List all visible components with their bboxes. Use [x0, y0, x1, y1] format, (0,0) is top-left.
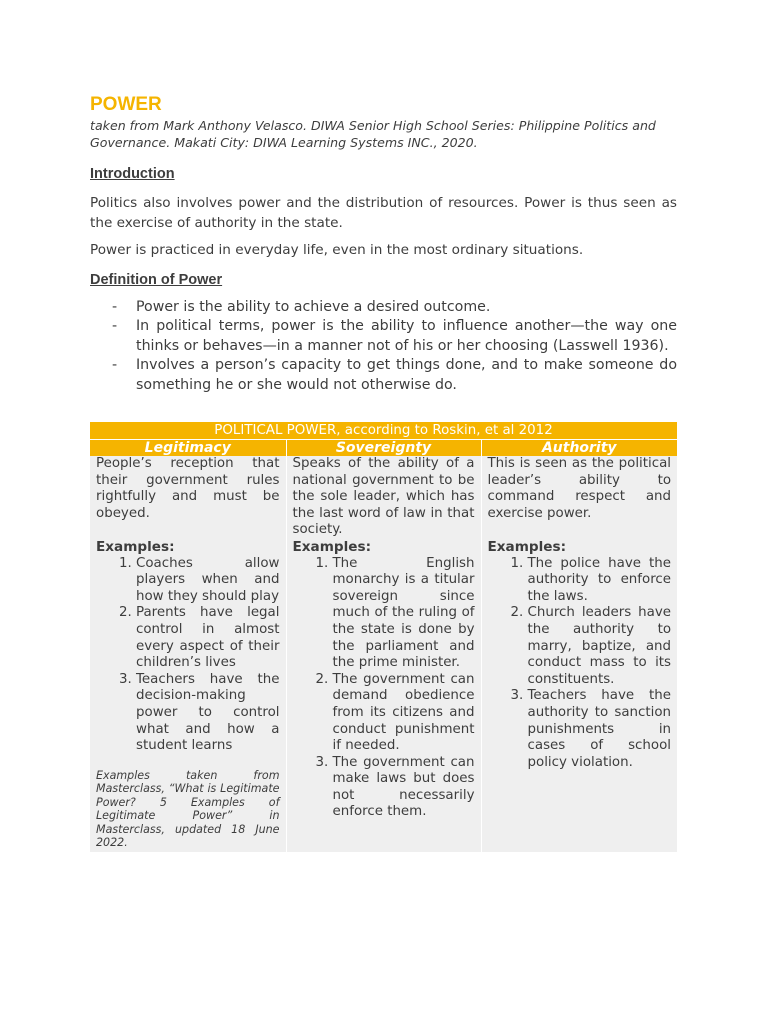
list-item: 3. Teachers have the decision-making power to control what and how a student learns: [136, 672, 280, 755]
examples-row: [90, 539, 677, 852]
definition-text: Power is the ability to achieve a desired outcome.: [136, 298, 491, 315]
list-item: 2. The government can demand obedience from its citizens and conduct punishment if needed.: [333, 672, 475, 755]
list-item: 1. The police have the authority to enforce the laws.: [528, 556, 672, 606]
definition-item: [90, 356, 677, 395]
intro-paragraph-1: Politics also involves power and the distribution of resources. Power is thus seen as the exercise of authority in the state.: [90, 195, 677, 231]
examples-label: Examples:: [96, 538, 175, 555]
table-header-row: [90, 440, 677, 457]
legitimacy-examples-list: [96, 556, 280, 755]
political-power-table: [90, 422, 677, 852]
list-item: 2. Parents have legal control in almost every aspect of their children’s lives: [136, 605, 280, 671]
definition-item: [90, 317, 677, 356]
source-note: Examples taken from Masterclass, “What is Legitimate Power? 5 Examples of Legitimate Power” in Masterclass, updated 18 June 2022.: [96, 768, 280, 850]
definition-text: In political terms, power is the ability to influence another—the way one thinks or behaves—in a manner not of his or her choosing (Lasswell 1936).: [136, 318, 677, 354]
page-title: POWER: [90, 94, 162, 115]
sovereignty-description: Speaks of the ability of a national government to be the sole leader, which has the last word of law in that society.: [286, 456, 481, 539]
legitimacy-description: People’s reception that their government rules rightfully and must be obeyed.: [90, 456, 286, 539]
dash-bullet: -: [112, 298, 118, 315]
dash-bullet: -: [112, 357, 118, 373]
definition-list: [90, 298, 677, 396]
list-item: 3. Teachers have the authority to sanction punishments in cases of school policy violation.: [528, 688, 672, 771]
column-header-authority: Authority: [481, 440, 677, 457]
authority-examples-list: [488, 556, 672, 772]
introduction-heading: Introduction: [90, 166, 175, 182]
authority-description: This is seen as the political leader’s ability to command respect and exercise power.: [481, 456, 677, 539]
definition-heading: Definition of Power: [90, 271, 223, 288]
definition-text: Involves a person’s capacity to get things done, and to make someone do something he or she would not otherwise do.: [136, 357, 677, 393]
list-item: 3. The government can make laws but does not necessarily enforce them.: [333, 755, 475, 821]
examples-label: Examples:: [292, 538, 372, 555]
table-title: POLITICAL POWER, according to Roskin, et al 2012: [90, 422, 677, 440]
citation: taken from Mark Anthony Velasco. DIWA Senior High School Series: Philippine Politics and Governance. Makati City: DIWA Learning Systems INC., 2020.: [90, 118, 656, 150]
description-row: [90, 456, 677, 539]
list-item: 1. The English monarchy is a titular sovereign since much of the ruling of the state is done by the parliament and the prime minister.: [333, 556, 475, 672]
examples-label: Examples:: [487, 538, 567, 555]
definition-item: [90, 298, 677, 318]
column-header-legitimacy: Legitimacy: [90, 440, 286, 457]
document-page: [90, 94, 677, 395]
legitimacy-examples-cell: [90, 539, 286, 852]
authority-examples-cell: [481, 539, 677, 852]
sovereignty-examples-cell: [286, 539, 481, 852]
list-item: 2. Church leaders have the authority to marry, baptize, and conduct mass to its constituents.: [528, 605, 672, 688]
intro-paragraph-2: Power is practiced in everyday life, even in the most ordinary situations.: [90, 242, 584, 258]
dash-bullet: -: [112, 318, 118, 334]
list-item: 1. Coaches allow players when and how they should play: [136, 556, 280, 606]
column-header-sovereignty: Sovereignty: [286, 440, 481, 457]
sovereignty-examples-list: [293, 556, 475, 822]
